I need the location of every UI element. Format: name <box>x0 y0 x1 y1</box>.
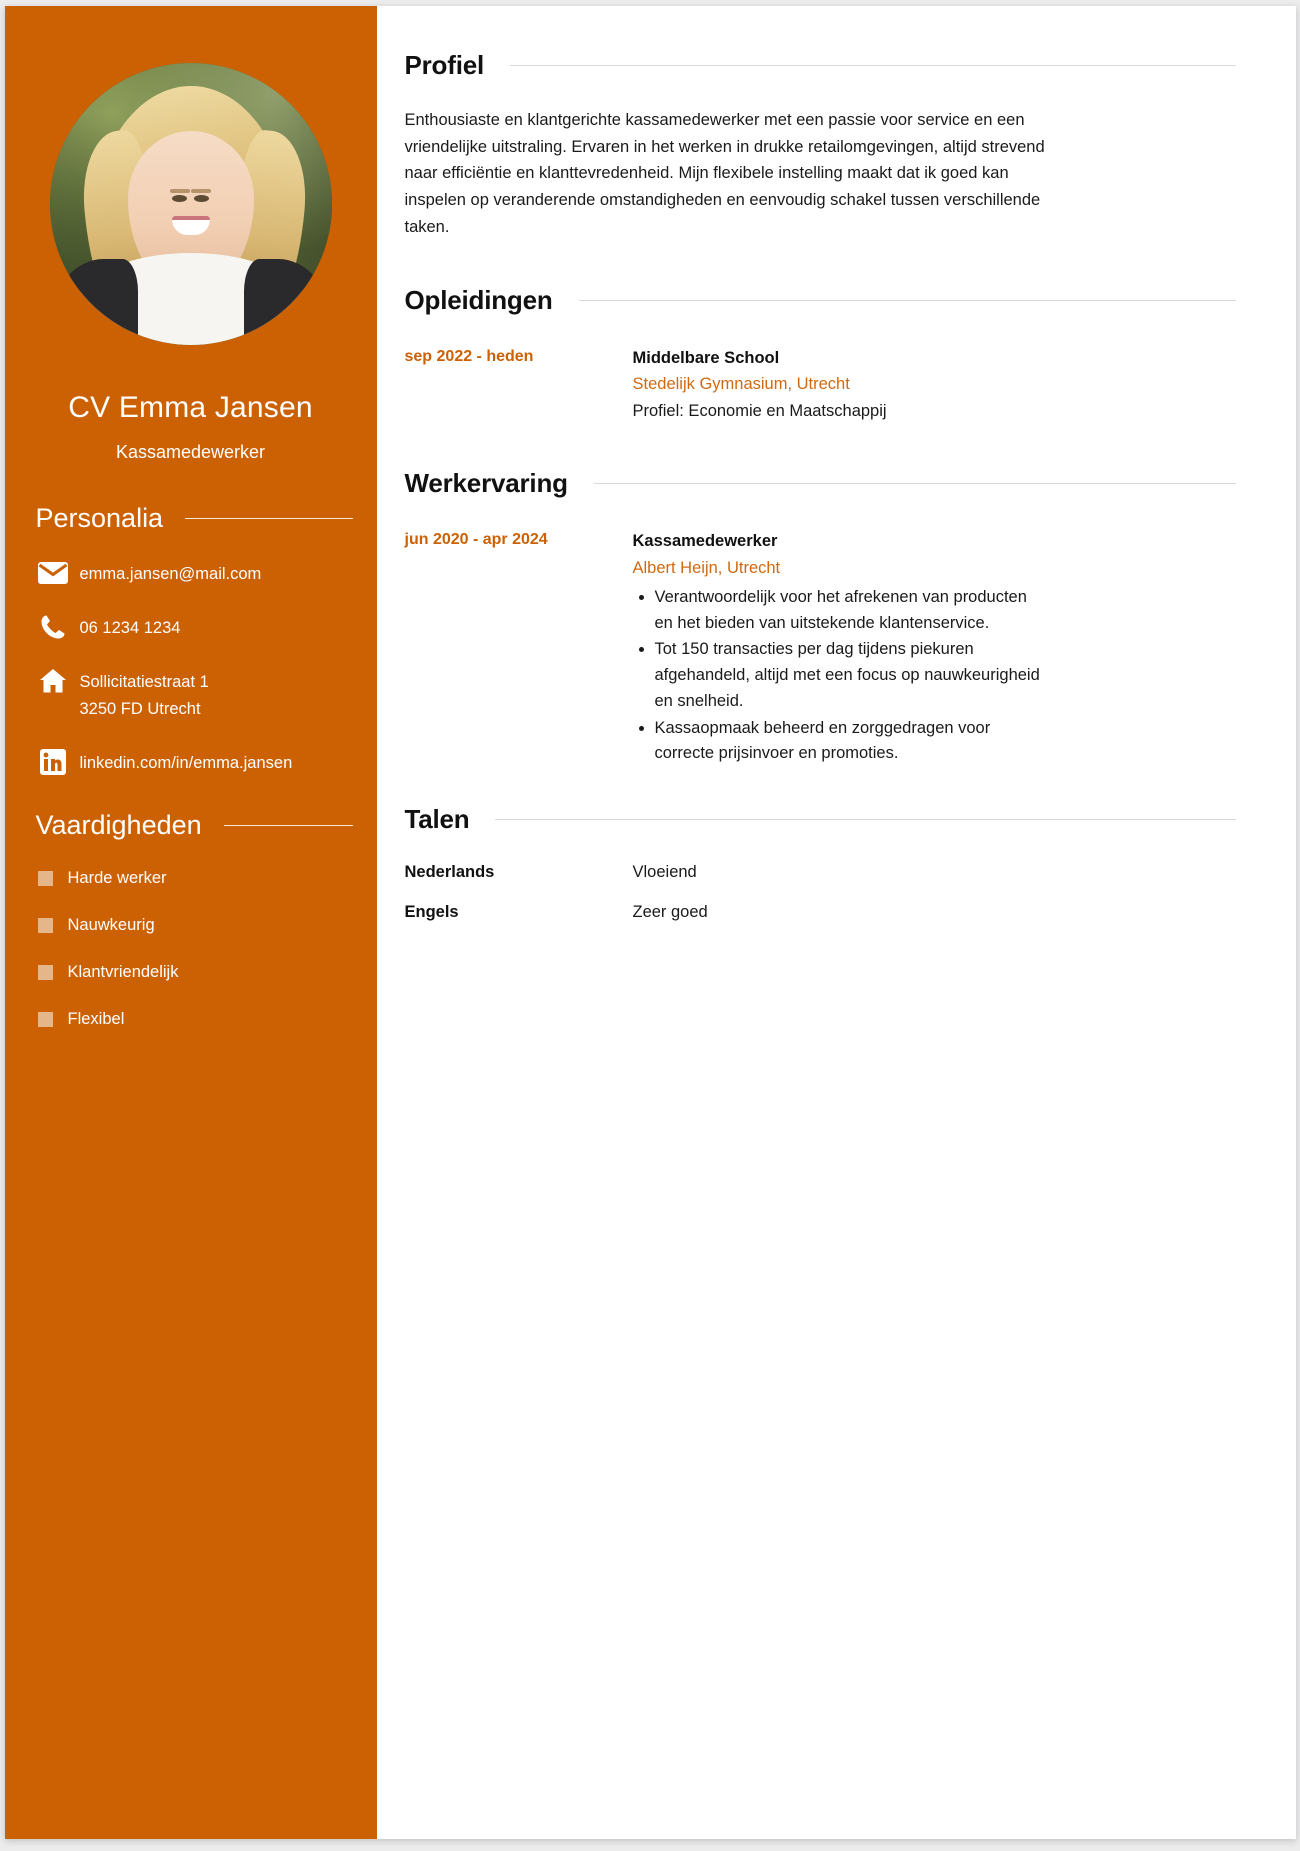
skill-label: Nauwkeurig <box>67 916 155 935</box>
section-title-languages: Talen <box>404 804 470 835</box>
section-rule-languages <box>495 819 1235 820</box>
contact-item-address[interactable] <box>36 668 357 722</box>
contact-value-email: emma.jansen@mail.com <box>79 564 262 583</box>
photo-eye-right <box>194 195 209 202</box>
spacer <box>405 241 1236 285</box>
section-title-profile: Profiel <box>404 50 485 80</box>
experience-bullet: • Tot 150 transacties per dag tijdens piekuren afgehandeld, altijd met een focus op nauwkeurigheid en snelheid. <box>655 637 1045 714</box>
experience-bullet: • Verantwoordelijk voor het afrekenen van producten en het bieden van uitstekende klantenservice. <box>655 585 1045 636</box>
personalia-heading <box>5 503 377 534</box>
section-rule-profile <box>510 65 1235 66</box>
profile-photo <box>50 63 332 345</box>
language-name: Engels <box>404 903 459 922</box>
photo-eyebrow-right <box>191 189 211 193</box>
section-heading-experience <box>405 468 1236 499</box>
spacer <box>405 424 1236 468</box>
section-title-experience: Werkervaring <box>404 467 568 498</box>
profile-paragraph: Enthousiaste en klantgerichte kassamedewerker met een passie voor service en een vriendelijke uitstraling. Ervaren in het werken in drukke retailomgevingen, altijd strevend naar efficiëntie en klanttevredenheid. Mijn flexibele instelling maakt dat ik goed kan inspelen op veranderende omstandigheden en eenvoudig schakel tussen verschillende taken. <box>404 111 1045 236</box>
skill-item <box>38 963 357 982</box>
skill-item <box>38 869 357 888</box>
education-detail: Profiel: Economie en Maatschappij <box>632 401 887 420</box>
personalia-heading-label: Personalia <box>35 502 164 533</box>
contact-item-phone[interactable] <box>36 614 357 641</box>
profile-photo-wrap <box>5 6 377 345</box>
section-heading-profile <box>405 50 1236 81</box>
skills-heading-label: Vaardigheden <box>35 810 202 841</box>
contact-value-linkedin: linkedin.com/in/emma.jansen <box>79 754 293 773</box>
education-period: sep 2022 - heden <box>404 347 534 365</box>
contact-value-address <box>80 668 209 722</box>
section-title-education: Opleidingen <box>404 284 553 315</box>
personalia-heading-rule <box>185 518 352 519</box>
language-row <box>405 903 1236 922</box>
language-level: Vloeiend <box>632 863 697 882</box>
contact-item-linkedin[interactable] <box>36 749 357 776</box>
skill-marker-icon <box>38 871 53 886</box>
skill-label: Klantvriendelijk <box>67 963 179 982</box>
spacer <box>405 768 1236 804</box>
photo-eyebrow-left <box>170 189 190 193</box>
experience-period: jun 2020 - apr 2024 <box>404 530 548 548</box>
education-entry <box>405 346 1236 424</box>
section-heading-languages <box>405 804 1236 835</box>
cv-document <box>5 6 1296 1839</box>
skills-heading <box>5 810 377 841</box>
experience-organization: Albert Heijn, Utrecht <box>632 558 781 577</box>
cv-name: CV Emma Jansen <box>68 391 313 424</box>
phone-icon <box>36 614 70 640</box>
experience-bullet: • Kassaopmaak beheerd en zorggedragen voor correcte prijsinvoer en promoties. <box>655 716 1045 767</box>
skills-heading-rule <box>224 825 353 826</box>
section-heading-education <box>405 285 1236 316</box>
skill-marker-icon <box>38 965 53 980</box>
contact-item-email[interactable] <box>36 560 357 587</box>
language-name: Nederlands <box>404 863 495 882</box>
cv-sidebar <box>5 6 377 1839</box>
section-rule-education <box>579 300 1236 301</box>
skill-label: Flexibel <box>67 1010 125 1029</box>
education-title: Middelbare School <box>632 348 780 367</box>
language-row <box>405 863 1236 882</box>
cv-role: Kassamedewerker <box>115 441 266 462</box>
experience-entry <box>405 529 1236 768</box>
photo-eye-left <box>172 195 187 202</box>
skills-list <box>5 869 377 1029</box>
address-line-1: Sollicitatiestraat 1 <box>79 673 209 692</box>
linkedin-icon <box>36 749 70 775</box>
skill-label: Harde werker <box>67 869 167 888</box>
address-line-2: 3250 FD Utrecht <box>79 699 201 718</box>
skill-marker-icon <box>38 918 53 933</box>
skill-item <box>38 916 357 935</box>
photo-mouth <box>172 216 210 235</box>
section-rule-experience <box>594 483 1236 484</box>
education-details <box>633 346 1236 424</box>
contact-list <box>5 560 377 777</box>
skill-item <box>38 1010 357 1029</box>
experience-details <box>633 529 1236 768</box>
language-level: Zeer goed <box>632 903 708 922</box>
home-icon <box>36 668 70 694</box>
experience-title: Kassamedewerker <box>632 531 778 550</box>
cv-main-content <box>377 6 1296 1839</box>
email-icon <box>36 560 70 586</box>
experience-bullet-list <box>633 585 1236 767</box>
education-organization: Stedelijk Gymnasium, Utrecht <box>632 375 850 394</box>
contact-value-phone: 06 1234 1234 <box>79 618 181 637</box>
skill-marker-icon <box>38 1012 53 1027</box>
